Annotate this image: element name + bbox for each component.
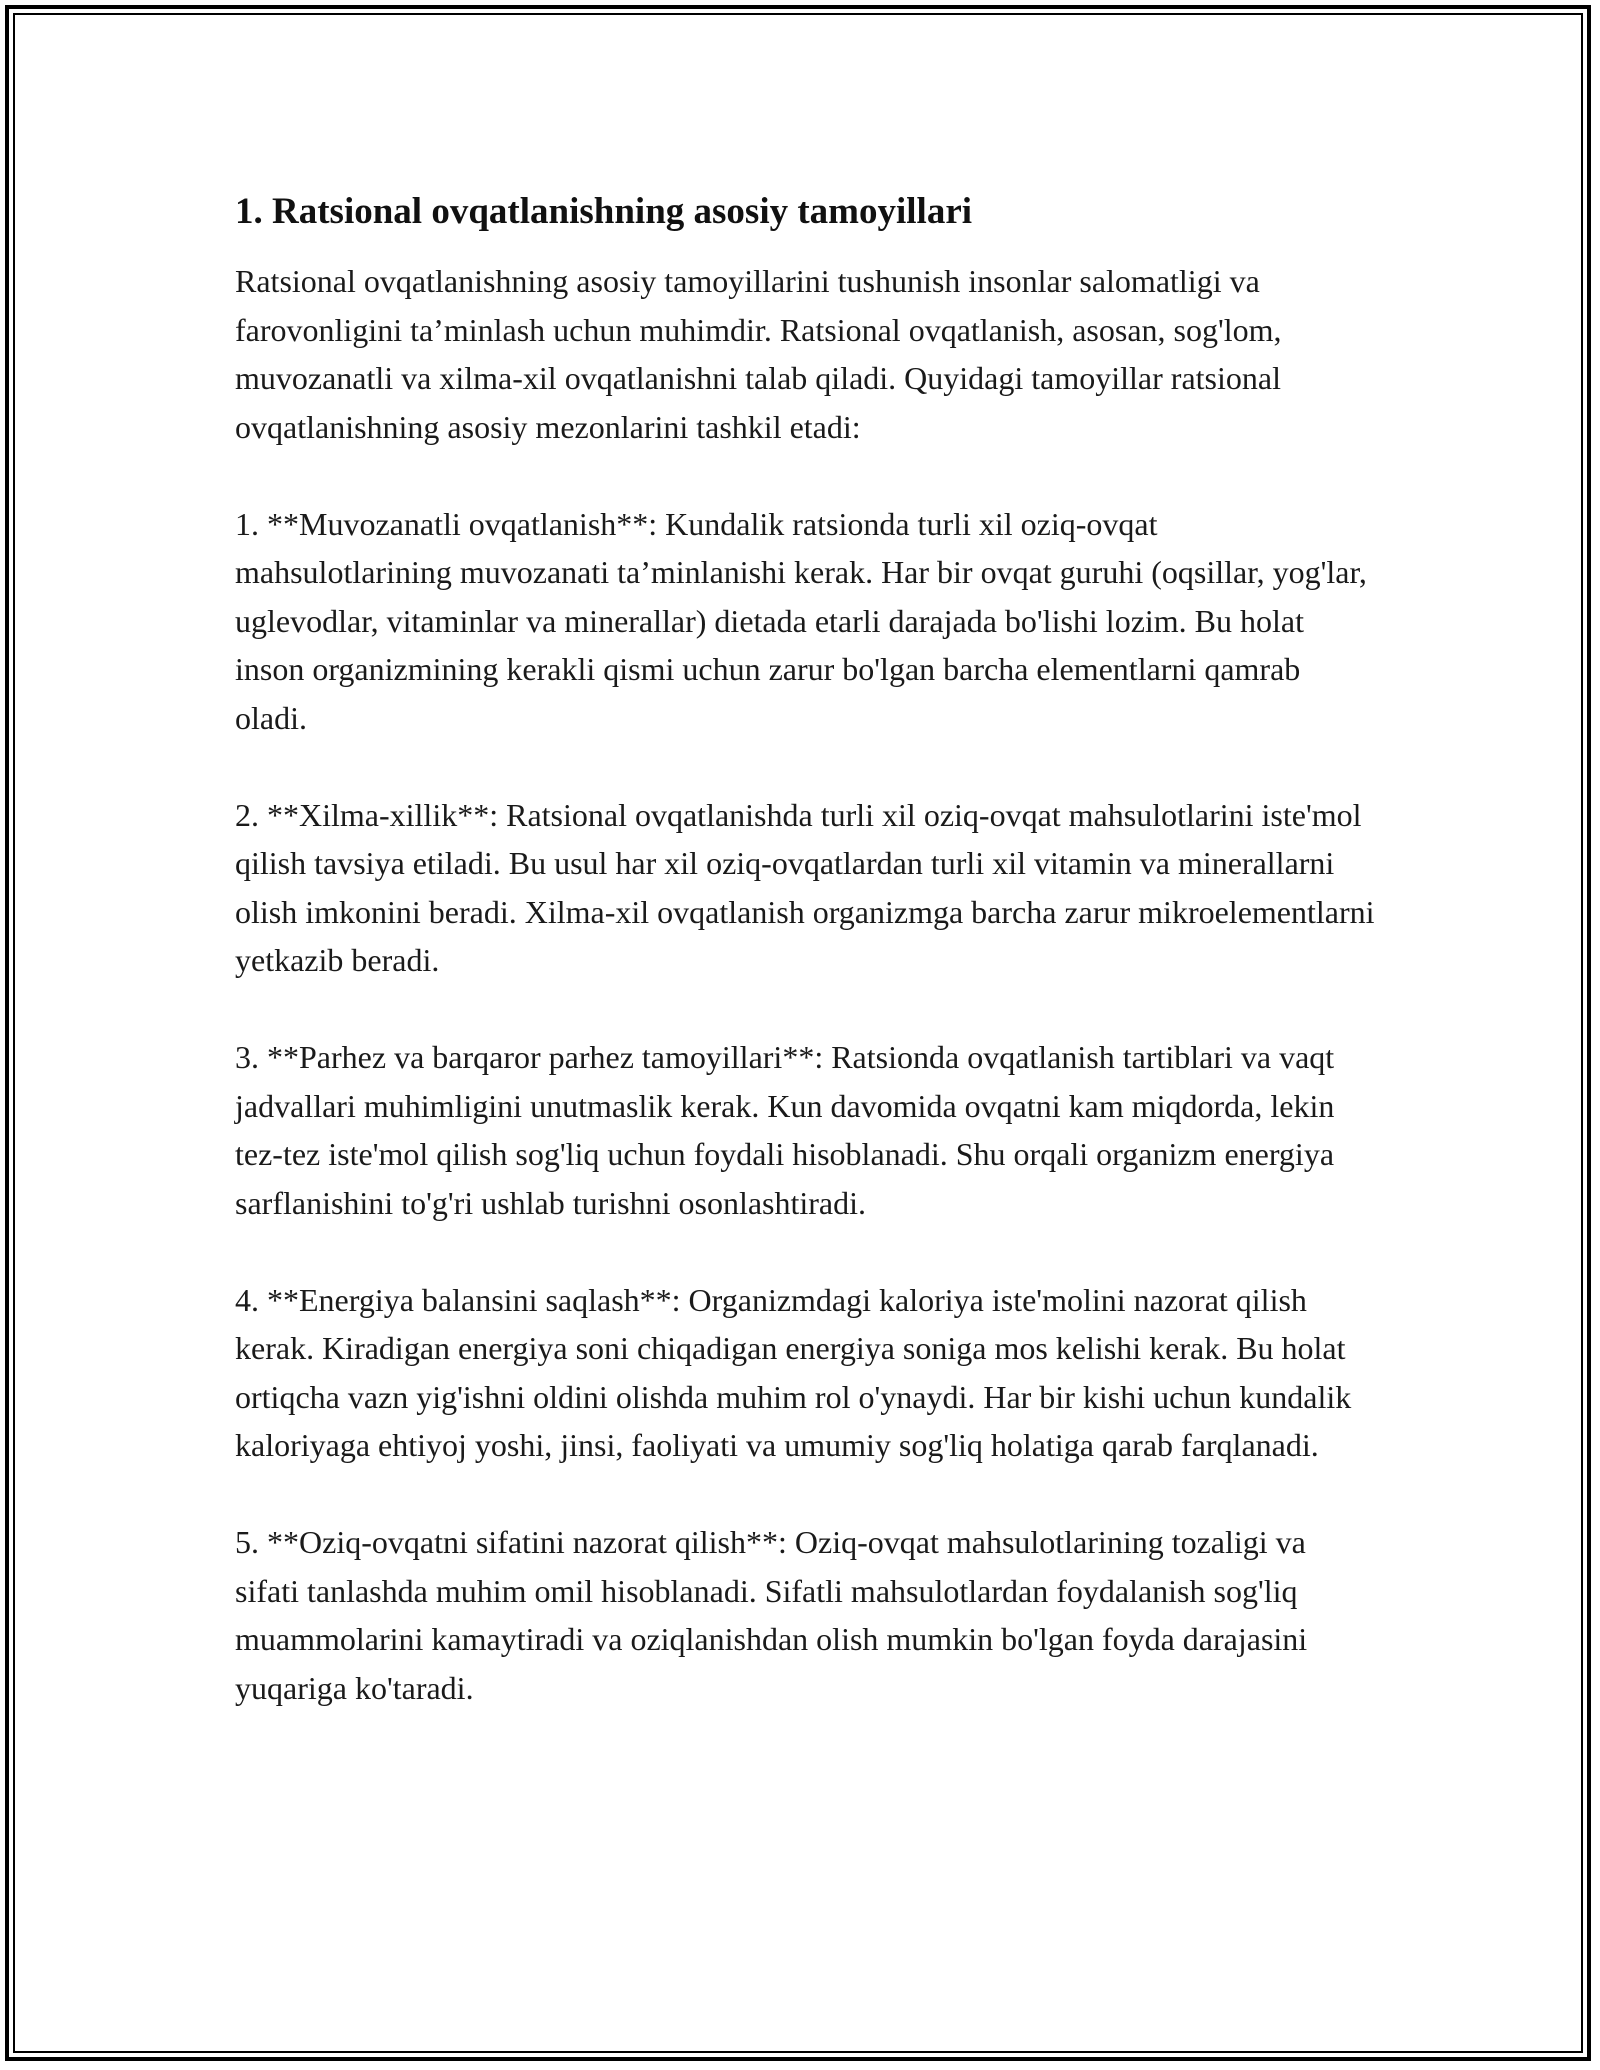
principle-paragraph-3: 3. **Parhez va barqaror parhez tamoyillari**: Ratsionda ovqatlanish tartiblari va vaqt jadvallari muhimligini unutmaslik kerak. Kun davomida ovqatni kam miqdorda, lekin tez-tez iste'mol qilish sog'liq uchun foydali hisoblanadi. Shu orqali organizm energiya sarflanishini to'g'ri ushlab turishni osonlashtiradi. xyxy=(235,1039,1335,1221)
principle-paragraph-4: 4. **Energiya balansini saqlash**: Organizmdagi kaloriya iste'molini nazorat qilish kerak. Kiradigan energiya soni chiqadigan energiya soniga mos kelishi kerak. Bu holat ortiqcha vazn yig'ishni oldini olishda muhim rol o'ynaydi. Har bir kishi uchun kundalik kaloriyaga ehtiyoj yoshi, jinsi, faoliyati va umumiy sog'liq holatiga qarab farqlanadi. xyxy=(235,1281,1352,1463)
principle-paragraph-5: 5. **Oziq-ovqatni sifatini nazorat qilish**: Oziq-ovqat mahsulotlarining tozaligi va sifati tanlashda muhim omil hisoblanadi. Sifatli mahsulotlardan foydalanish sog'liq muammolarini kamaytiradi va oziqlanishdan olish mumkin bo'lgan foyda darajasini yuqariga ko'taradi. xyxy=(235,1524,1308,1706)
section-heading: 1. Ratsional ovqatlanishning asosiy tamoyillari xyxy=(235,191,973,232)
principle-paragraph-2: 2. **Xilma-xillik**: Ratsional ovqatlanishda turli xil oziq-ovqat mahsulotlarini iste'mol qilish tavsiya etiladi. Bu usul har xil oziq-ovqatlardan turli xil vitamin va minerallarni olish imkonini beradi. Xilma-xil ovqatlanish organizmga barcha zarur mikroelementlarni yetkazib beradi. xyxy=(235,796,1375,978)
document-body xyxy=(235,187,1375,1761)
principle-paragraph-1: 1. **Muvozanatli ovqatlanish**: Kundalik ratsionda turli xil oziq-ovqat mahsulotlarining muvozanati ta’minlanishi kerak. Har bir ovqat guruhi (oqsillar, yog'lar, uglevodlar, vitaminlar va minerallar) dietada etarli darajada bo'lishi lozim. Bu holat inson organizmining kerakli qismi uchun zarur bo'lgan barcha elementlarni qamrab oladi. xyxy=(235,505,1367,736)
intro-paragraph: Ratsional ovqatlanishning asosiy tamoyillarini tushunish insonlar salomatligi va farovonligini ta’minlash uchun muhimdir. Ratsional ovqatlanish, asosan, sog'lom, muvozanatli va xilma-xil ovqatlanishni talab qiladi. Quyidagi tamoyillar ratsional ovqatlanishning asosiy mezonlarini tashkil etadi: xyxy=(235,263,1282,445)
